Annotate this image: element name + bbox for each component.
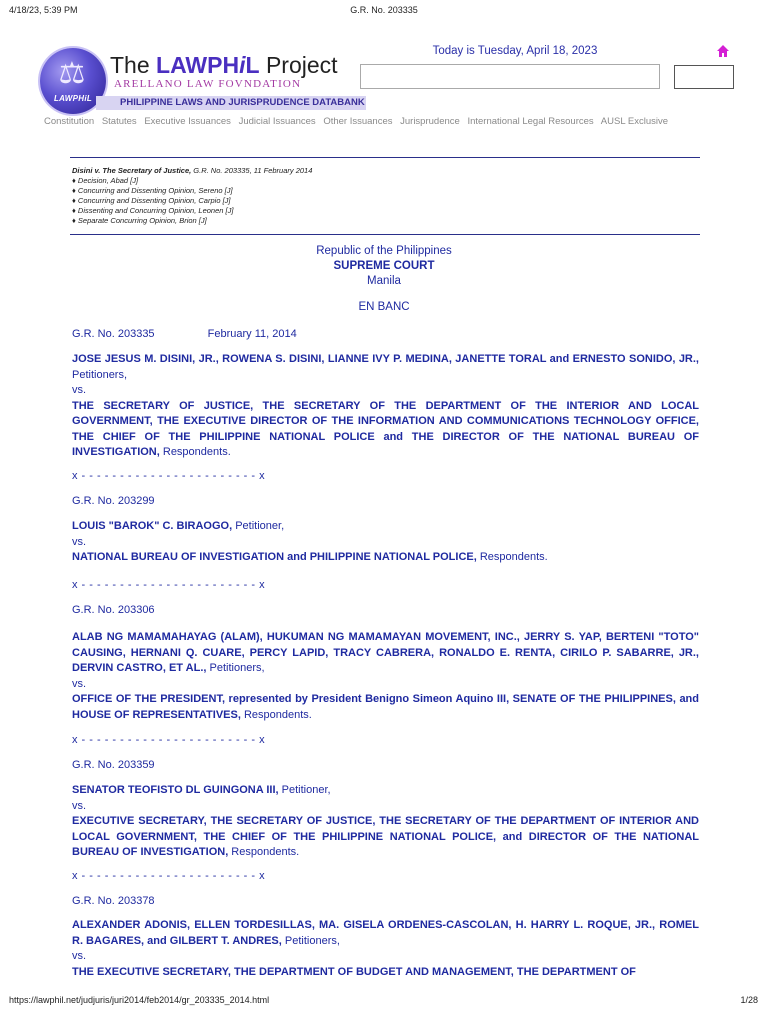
petitioners: SENATOR TEOFISTO DL GUINGONA III, xyxy=(72,784,279,796)
respondents-role: Respondents. xyxy=(228,846,300,858)
case-parties xyxy=(72,630,699,723)
petitioners-role: Petitioner, xyxy=(232,520,285,532)
nav-judicial-issuances[interactable]: Judicial Issuances xyxy=(238,116,316,127)
home-icon[interactable] xyxy=(716,44,730,58)
divider xyxy=(70,234,700,235)
court-name: SUPREME COURT xyxy=(333,260,435,272)
case-parties xyxy=(72,352,699,461)
petitioners: LOUIS "BAROK" C. BIRAOGO, xyxy=(72,520,233,532)
site-logo[interactable] xyxy=(38,40,378,120)
divider xyxy=(70,157,700,158)
case-separator: x - - - - - - - - - - - - - - - - - - - - - - - x xyxy=(72,734,266,746)
nav-international-legal-resources[interactable]: International Legal Resources xyxy=(467,116,594,127)
print-page-number: 1/28 xyxy=(740,995,758,1005)
gr-number: G.R. No. 203335 xyxy=(72,328,155,340)
site-title-brand: LAWPHiL xyxy=(156,52,260,78)
opinion-link-carpio[interactable]: ♦ Concurring and Dissenting Opinion, Carpio [J] xyxy=(72,196,231,205)
print-datetime: 4/18/23, 5:39 PM xyxy=(9,5,78,15)
opinion-link-sereno[interactable]: ♦ Concurring and Dissenting Opinion, Sereno [J] xyxy=(72,186,233,195)
case-reference: Disini v. The Secretary of Justice, G.R. No. 203335, 11 February 2014 xyxy=(72,166,313,175)
respondents: OFFICE OF THE PRESIDENT, represented by President Benigno Simeon Aquino III, SENATE OF THE PHILIPPINES, and HOUSE OF REPRESENTATIVES, xyxy=(72,693,699,721)
nav-other-issuances[interactable]: Other Issuances xyxy=(323,116,393,127)
respondents-role: Respondents. xyxy=(159,446,231,458)
petitioners-role: Petitioners, xyxy=(72,368,128,381)
related-opinions xyxy=(72,166,312,226)
respondents: NATIONAL BUREAU OF INVESTIGATION and PHILIPPINE NATIONAL POLICE, xyxy=(72,551,477,563)
respondents: EXECUTIVE SECRETARY, THE SECRETARY OF JUSTICE, THE SECRETARY OF THE DEPARTMENT OF INTERIOR AND LOCAL GOVERNMENT, THE CHIEF OF THE PHILIPPINE NATIONAL POLICE, and DIRECTOR OF THE NATIONAL BUREAU OF INVESTIGATION, xyxy=(72,815,699,858)
gr-number: G.R. No. 203306 xyxy=(72,604,155,616)
nav-statutes[interactable]: Statutes xyxy=(101,116,137,127)
petitioners-role: Petitioners, xyxy=(206,662,265,674)
scales-of-justice-icon: ⚖ xyxy=(58,56,86,91)
case-parties xyxy=(72,519,699,566)
search-input[interactable] xyxy=(360,64,660,89)
petitioners: ALEXANDER ADONIS, ELLEN TORDESILLAS, MA. GISELA ORDENES-CASCOLAN, H. HARRY L. ROQUE, JR., ROMEL R. BAGARES, and GILBERT T. ANDRES, xyxy=(72,919,699,947)
respondents: THE SECRETARY OF JUSTICE, THE SECRETARY OF THE DEPARTMENT OF THE INTERIOR AND LOCAL GOVERNMENT, THE EXECUTIVE DIRECTOR OF THE INFORMATION AND COMMUNICATIONS TECHNOLOGY OFFICE, THE CHIEF OF THE PHILIPPINE NATIONAL POLICE and THE DIRECTOR OF THE NATIONAL BUREAU OF INVESTIGATION, xyxy=(72,399,699,458)
versus: vs. xyxy=(72,677,87,690)
opinion-link-brion[interactable]: ♦ Separate Concurring Opinion, Brion [J] xyxy=(72,216,207,225)
case-header xyxy=(72,327,699,343)
site-title-prefix: The xyxy=(110,52,150,78)
respondents-role: Respondents. xyxy=(476,551,548,563)
respondents-role: Respondents. xyxy=(240,708,312,721)
site-title xyxy=(110,52,338,79)
petitioners: ALAB NG MAMAMAHAYAG (ALAM), HUKUMAN NG MAMAMAYAN MOVEMENT, INC., JERRY S. YAP, BERTENI "TOTO" CAUSING, HERNANI Q. CUARE, PERCY LAPID, TRACY CABRERA, RONALDO E. RENTA, CIRILO P. SABARRE, JR., DERVIN CASTRO, ET AL., xyxy=(72,631,699,674)
today-date: Today is Tuesday, April 18, 2023 xyxy=(432,45,598,57)
case-separator: x - - - - - - - - - - - - - - - - - - - - - - - x xyxy=(72,470,266,482)
nav-constitution[interactable]: Constitution xyxy=(44,116,95,127)
case-separator: x - - - - - - - - - - - - - - - - - - - - - - - x xyxy=(72,870,266,882)
nav-executive-issuances[interactable]: Executive Issuances xyxy=(144,116,231,127)
petitioners-role: Petitioner, xyxy=(278,784,331,796)
case-parties xyxy=(72,918,699,980)
print-page-title: G.R. No. 203335 xyxy=(350,5,418,15)
petitioners: JOSE JESUS M. DISINI, JR., ROWENA S. DISINI, LIANNE IVY P. MEDINA, JANETTE TORAL and ERNESTO SONIDO, JR., xyxy=(72,353,699,365)
nav-ausl-exclusive[interactable]: AUSL Exclusive xyxy=(600,116,669,127)
petitioners-role: Petitioners, xyxy=(281,934,340,947)
gr-number: G.R. No. 203299 xyxy=(72,495,155,507)
print-url: https://lawphil.net/judjuris/juri2014/feb2014/gr_203335_2014.html xyxy=(9,995,270,1005)
versus: vs. xyxy=(72,799,87,812)
site-subtitle-databank: PHILIPPINE LAWS AND JURISPRUDENCE DATABANK xyxy=(96,96,366,110)
search-button[interactable] xyxy=(674,65,734,89)
versus: vs. xyxy=(72,384,87,396)
court-division: EN BANC xyxy=(358,301,410,313)
case-parties xyxy=(72,783,699,861)
court-city: Manila xyxy=(367,275,401,287)
site-title-suffix: Project xyxy=(265,52,338,78)
gr-number: G.R. No. 203378 xyxy=(72,895,155,907)
opinion-link-decision[interactable]: ♦ Decision, Abad [J] xyxy=(72,176,139,185)
versus: vs. xyxy=(72,950,87,962)
main-nav xyxy=(44,116,744,127)
court-republic: Republic of the Philippines xyxy=(316,245,452,257)
decision-date: February 11, 2014 xyxy=(207,328,297,340)
opinion-link-leonen[interactable]: ♦ Dissenting and Concurring Opinion, Leonen [J] xyxy=(72,206,234,215)
globe-label: LAWPHiL xyxy=(53,94,93,103)
case-separator: x - - - - - - - - - - - - - - - - - - - - - - - x xyxy=(72,579,266,591)
site-subtitle-foundation: ARELLANO LAW FOVNDATION xyxy=(114,78,302,90)
versus: vs. xyxy=(72,535,87,548)
gr-number: G.R. No. 203359 xyxy=(72,759,155,771)
nav-jurisprudence[interactable]: Jurisprudence xyxy=(400,116,460,127)
respondents: THE EXECUTIVE SECRETARY, THE DEPARTMENT OF BUDGET AND MANAGEMENT, THE DEPARTMENT OF xyxy=(72,965,636,978)
